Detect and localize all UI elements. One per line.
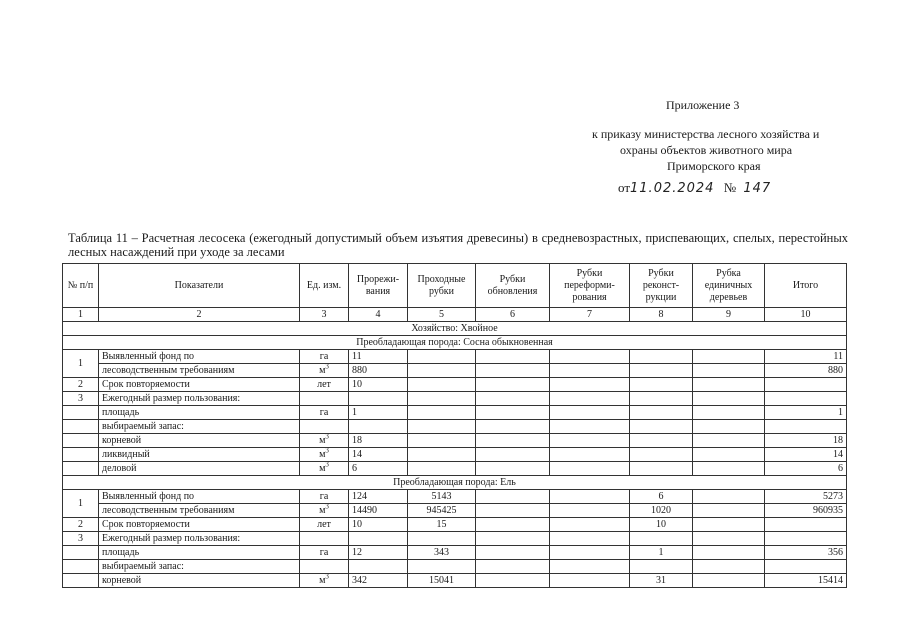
cell-passage: 343	[408, 546, 476, 560]
table-row	[63, 560, 847, 574]
col-header: Проходные рубки	[408, 264, 476, 308]
handwritten-date: 11.02.2024	[630, 181, 715, 196]
cell-thinning: 10	[349, 518, 408, 532]
unit: $м^3$	[300, 504, 349, 518]
farm-row	[63, 322, 847, 336]
cell-total: 356	[765, 546, 847, 560]
table-row	[63, 420, 847, 434]
unit: га	[300, 490, 349, 504]
indicator-name: лесоводственным требованиям	[99, 364, 300, 378]
indicator-name: корневой	[99, 434, 300, 448]
cell-passage: 15041	[408, 574, 476, 588]
cell-thinning: 12	[349, 546, 408, 560]
table-header-row	[63, 264, 847, 308]
indicator-name: Срок повторяемости	[99, 518, 300, 532]
appendix-title: Приложение 3	[666, 98, 740, 112]
indicator-name: лесоводственным требованиям	[99, 504, 300, 518]
allowable-cut-table	[62, 263, 847, 588]
unit: га	[300, 406, 349, 420]
cell-total: 18	[765, 434, 847, 448]
cell-thinning: 880	[349, 364, 408, 378]
indicator-name: Выявленный фонд по	[99, 490, 300, 504]
col-header: Рубки переформи-рования	[550, 264, 630, 308]
table-row	[63, 350, 847, 364]
table-row	[63, 406, 847, 420]
cell-total: 1	[765, 406, 847, 420]
cell-thinning: 342	[349, 574, 408, 588]
column-number: 4	[349, 308, 408, 322]
row-number: 2	[63, 378, 99, 392]
indicator-name: выбираемый запас:	[99, 420, 300, 434]
unit: лет	[300, 518, 349, 532]
cell-thinning: 10	[349, 378, 408, 392]
table-row	[63, 448, 847, 462]
order-reference-line-3: Приморского края	[667, 159, 761, 173]
row-number: 3	[63, 392, 99, 406]
column-number: 1	[63, 308, 99, 322]
cell-thinning: 14490	[349, 504, 408, 518]
cell-total: 6	[765, 462, 847, 476]
table-row	[63, 532, 847, 546]
cell-thinning: 124	[349, 490, 408, 504]
order-date-number	[618, 180, 771, 196]
cell-reconstruction: 1	[630, 546, 693, 560]
cell-thinning: 1	[349, 406, 408, 420]
table-row	[63, 490, 847, 504]
cell-reconstruction: 10	[630, 518, 693, 532]
unit: га	[300, 350, 349, 364]
cell-thinning: 14	[349, 448, 408, 462]
indicator-name: Срок повторяемости	[99, 378, 300, 392]
column-number: 2	[99, 308, 300, 322]
column-number: 6	[476, 308, 550, 322]
unit: $м^3$	[300, 574, 349, 588]
section-row	[63, 476, 847, 490]
cell-total: 15414	[765, 574, 847, 588]
cell-thinning: 18	[349, 434, 408, 448]
cell-total: 14	[765, 448, 847, 462]
column-number: 7	[550, 308, 630, 322]
indicator-name: Ежегодный размер пользования:	[99, 532, 300, 546]
indicator-name: площадь	[99, 406, 300, 420]
cell-passage: 15	[408, 518, 476, 532]
cell-passage: 5143	[408, 490, 476, 504]
unit: $м^3$	[300, 448, 349, 462]
cell-reconstruction: 6	[630, 490, 693, 504]
row-number: 2	[63, 518, 99, 532]
indicator-name: ликвидный	[99, 448, 300, 462]
column-number: 9	[693, 308, 765, 322]
cell-passage: 945425	[408, 504, 476, 518]
table-row	[63, 392, 847, 406]
cell-thinning: 11	[349, 350, 408, 364]
col-header: Рубки обновления	[476, 264, 550, 308]
col-header: Прорежи-вания	[349, 264, 408, 308]
table-row	[63, 378, 847, 392]
col-header: Итого	[765, 264, 847, 308]
table-row	[63, 574, 847, 588]
cell-total: 960935	[765, 504, 847, 518]
cell-thinning: 6	[349, 462, 408, 476]
cell-total: 11	[765, 350, 847, 364]
col-header: № п/п	[63, 264, 99, 308]
section-title-pine: Преобладающая порода: Сосна обыкновенная	[63, 336, 847, 350]
indicator-name: Выявленный фонд по	[99, 350, 300, 364]
indicator-name: площадь	[99, 546, 300, 560]
order-reference-line-2: охраны объектов животного мира	[620, 143, 793, 157]
column-number: 3	[300, 308, 349, 322]
unit: лет	[300, 378, 349, 392]
unit: га	[300, 546, 349, 560]
col-header: Рубка единичных деревьев	[693, 264, 765, 308]
number-label: №	[723, 180, 737, 195]
col-header: Показатели	[99, 264, 300, 308]
unit: $м^3$	[300, 462, 349, 476]
farm-title: Хозяйство: Хвойное	[63, 322, 847, 336]
unit: $м^3$	[300, 434, 349, 448]
date-prefix: от	[618, 180, 631, 195]
cell-reconstruction: 31	[630, 574, 693, 588]
indicator-name: деловой	[99, 462, 300, 476]
indicator-name: выбираемый запас:	[99, 560, 300, 574]
table-caption: Таблица 11 – Расчетная лесосека (ежегодный допустимый объем изъятия древесины) в средневозрастных, приспевающих, спелых, перестойных лесных насаждений при уходе за лесами	[68, 231, 848, 259]
section-row	[63, 336, 847, 350]
col-header: Рубки реконст-рукции	[630, 264, 693, 308]
table-row	[63, 462, 847, 476]
handwritten-number: 147	[743, 181, 772, 196]
column-number: 8	[630, 308, 693, 322]
table-row	[63, 364, 847, 378]
table-row	[63, 434, 847, 448]
row-number: 1	[63, 490, 99, 518]
col-header: Ед. изм.	[300, 264, 349, 308]
column-number: 5	[408, 308, 476, 322]
table-row	[63, 504, 847, 518]
cell-reconstruction: 1020	[630, 504, 693, 518]
table-row	[63, 518, 847, 532]
order-reference-line-1: к приказу министерства лесного хозяйства и	[592, 127, 820, 141]
column-number: 10	[765, 308, 847, 322]
column-number-row	[63, 308, 847, 322]
cell-total: 5273	[765, 490, 847, 504]
section-title-spruce: Преобладающая порода: Ель	[63, 476, 847, 490]
unit: $м^3$	[300, 364, 349, 378]
indicator-name: Ежегодный размер пользования:	[99, 392, 300, 406]
table-row	[63, 546, 847, 560]
cell-total: 880	[765, 364, 847, 378]
row-number: 3	[63, 532, 99, 546]
row-number: 1	[63, 350, 99, 378]
indicator-name: корневой	[99, 574, 300, 588]
